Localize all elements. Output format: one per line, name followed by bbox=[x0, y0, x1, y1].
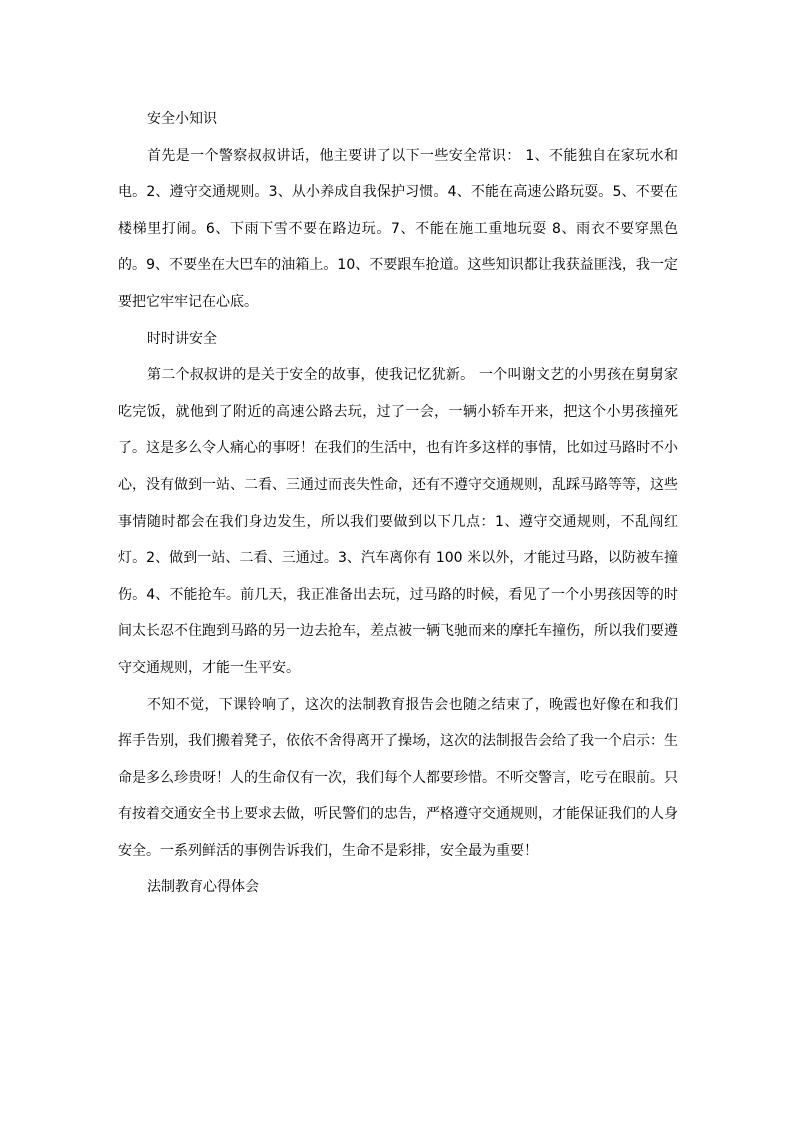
section-heading-safety-tips: 安全小知识 bbox=[147, 111, 217, 127]
section-heading-always-safety: 时时讲安全 bbox=[147, 330, 217, 347]
section-heading-legal-education: 法制教育心得体会 bbox=[147, 879, 259, 896]
body-paragraph-safety-story: 第二个叔叔讲的是关于安全的故事，使我记忆犹新。 一个叫谢文艺的小男孩在舅舅家吃完饭，就他到了附近的高速公路去玩，过了一会，一辆小轿车开来，把这个小男孩撞死了。这是多么令人痛心的事呀！在我们的生活中，也有许多这样的事情，比如过马路时不小心，没有做到一站、二看、三通过而丧失性命，还有不遵守交通规则，乱踩马路等等，这些事情随时都会在我们身边发生，所以我们要做到以下几点：1、遵守交通规则，不乱闯红灯。2、做到一站、二看、三通过。3、汽车离你有 100 米以外，才能过马路，以防被车撞伤。4、不能抢车。前几天，我正准备出去玩，过马路的时候，看见了一个小男孩因等的时间太长忍不住跑到马路的另一边去抢车，差点被一辆飞驰而来的摩托车撞伤，所以我们要遵守交通规则，才能一生平安。 bbox=[118, 367, 678, 676]
body-paragraph-police-talk: 首先是一个警察叔叔讲话，他主要讲了以下一些安全常识： 1、不能独自在家玩水和电。2、遵守交通规则。3、从小养成自我保护习惯。4、不能在高速公路玩耍。5、不要在楼梯里打闹。6、下雨下雪不要在路边玩。7、不能在施工重地玩耍 8、雨衣不要穿黑色的。9、不要坐在大巴车的油箱上。10、不要跟车抢道。这些知识都让我获益匪浅，我一定要把它牢牢记在心底。 bbox=[118, 147, 678, 310]
body-paragraph-conclusion: 不知不觉，下课铃响了，这次的法制教育报告会也随之结束了，晚霞也好像在和我们挥手告别，我们搬着凳子，依依不舍得离开了操场，这次的法制报告会给了我一个启示：生命是多么珍贵呀！人的生命仅有一次，我们每个人都要珍惜。不听交警言，吃亏在眼前。只有按着交通安全书上要求去做，听民警们的忠告，严格遵守交通规则，才能保证我们的人身安全。一系列鲜活的事例告诉我们，生命不是彩排，安全最为重要！ bbox=[118, 696, 678, 859]
document-body bbox=[118, 101, 678, 906]
